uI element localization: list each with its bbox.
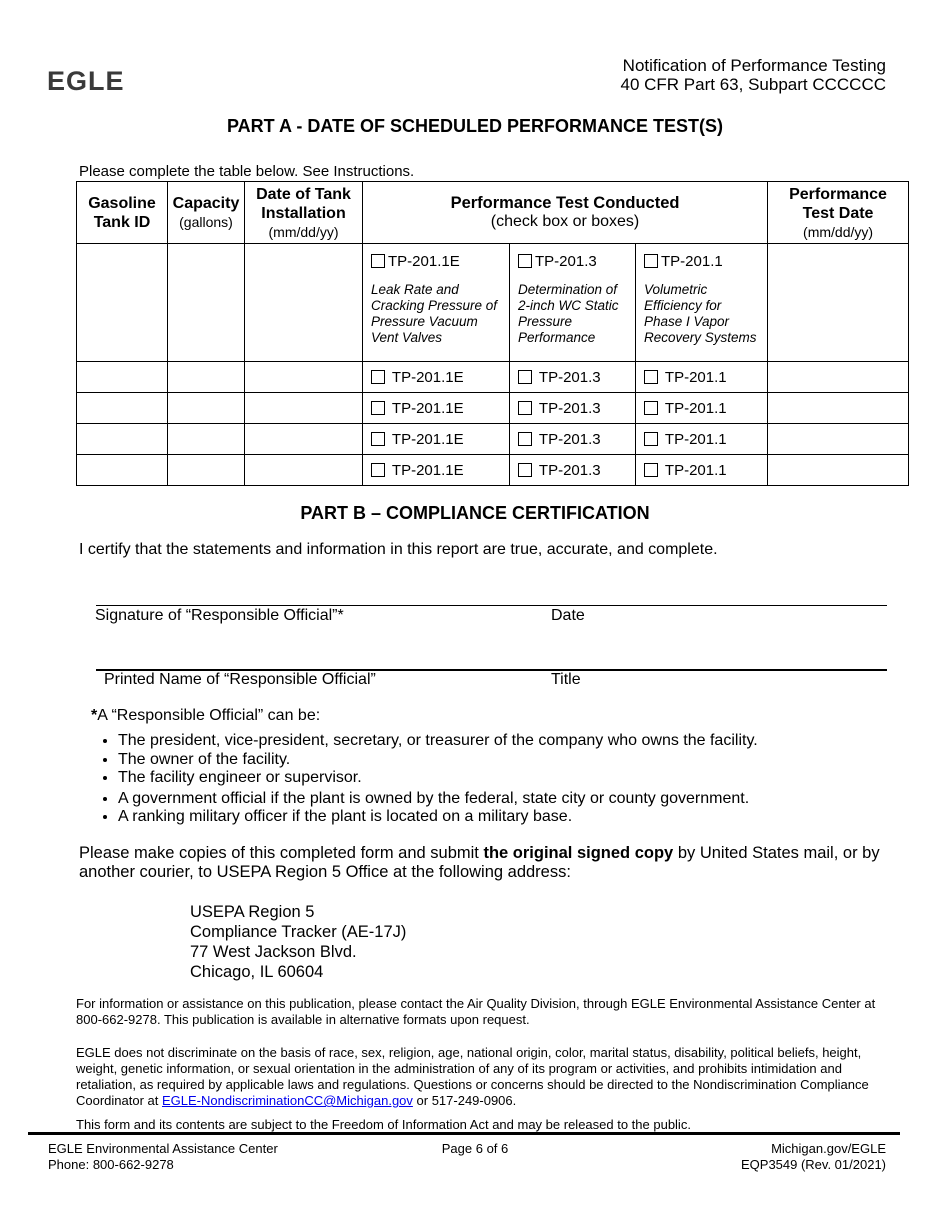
- nondiscrimination-email-link[interactable]: EGLE-NondiscriminationCC@Michigan.gov: [162, 1093, 413, 1108]
- col-performance-test: Performance Test Conducted (check box or boxes): [363, 182, 768, 244]
- checkbox[interactable]: [518, 370, 532, 384]
- submission-instructions: Please make copies of this completed form and submit the original signed copy by United States mail, or by another courier, to USEPA Region 5 Office at the following address:: [79, 844, 880, 881]
- checkbox[interactable]: [371, 254, 385, 268]
- table-row: [77, 362, 909, 393]
- list-item: • A government official if the plant is owned by the federal, state city or county government.: [118, 790, 758, 809]
- capacity-cell[interactable]: [168, 393, 245, 424]
- checkbox-cell: TP-201.1E: [363, 393, 510, 424]
- checkbox[interactable]: [518, 401, 532, 415]
- table-row: [77, 393, 909, 424]
- part-a-title: PART A - DATE OF SCHEDULED PERFORMANCE TEST(S): [227, 116, 723, 136]
- responsible-official-intro: *A “Responsible Official” can be:: [91, 707, 321, 724]
- checkbox-cell: TP-201.1: [636, 393, 768, 424]
- form-header: [621, 56, 886, 94]
- checkbox[interactable]: [644, 254, 658, 268]
- checkbox-cell: TP-201.1: [636, 362, 768, 393]
- tank-id-cell[interactable]: [77, 455, 168, 486]
- form-title: Notification of Performance Testing: [622, 56, 886, 75]
- certification-statement: I certify that the statements and information in this report are true, accurate, and complete.: [79, 541, 718, 558]
- option-description: Determination of 2-inch WC Static Pressure Performance: [518, 282, 619, 345]
- installation-date-cell[interactable]: [245, 393, 363, 424]
- checkbox-cell: TP-201.3: [510, 424, 636, 455]
- table-row: [77, 455, 909, 486]
- checkbox-cell: TP-201.1: [636, 424, 768, 455]
- checkbox[interactable]: [371, 463, 385, 477]
- checkbox[interactable]: [518, 254, 532, 268]
- option-description: Leak Rate and Cracking Pressure of Pressure Vacuum Vent Valves: [371, 282, 498, 345]
- egle-logo: EGLE: [47, 66, 125, 96]
- title-label: Title: [551, 671, 581, 688]
- col-test-date: Performance Test Date (mm/dd/yy): [768, 182, 909, 244]
- form-regulation: 40 CFR Part 63, Subpart CCCCCC: [620, 75, 886, 94]
- checkbox-cell: TP-201.1E: [363, 455, 510, 486]
- nondiscrimination-notice: EGLE does not discriminate on the basis of race, sex, religion, age, national origin, color, marital status, disability, political beliefs, height, weight, genetic information, or sexual orientation in the administration of any of its program or activities, and prohibits intimidation and retaliation, as required by applicable laws and regulations. Questions or concerns should be directed to the Nondiscrimination Compliance Coordinator at EGLE-NondiscriminationCC@Michigan.gov or 517-249-0906.: [76, 1045, 869, 1108]
- option-tp-201-3: TP-201.3 Determination of 2-inch WC Static Pressure Performance: [510, 244, 636, 362]
- test-date-cell[interactable]: [768, 424, 909, 455]
- page-number: Page 6 of 6: [441, 1141, 509, 1156]
- footer-right: Michigan.gov/EGLE EQP3549 (Rev. 01/2021): [740, 1141, 886, 1172]
- checkbox[interactable]: [644, 370, 658, 384]
- option-tp-201-1e: TP-201.1E Leak Rate and Cracking Pressure of Pressure Vacuum Vent Valves: [363, 244, 510, 362]
- list-item: • A ranking military officer if the plant is located on a military base.: [118, 808, 758, 827]
- checkbox-cell: TP-201.1E: [363, 362, 510, 393]
- installation-date-cell[interactable]: [245, 455, 363, 486]
- tank-id-cell[interactable]: [77, 393, 168, 424]
- checkbox[interactable]: [371, 432, 385, 446]
- test-date-cell[interactable]: [768, 455, 909, 486]
- table-row: [77, 244, 909, 362]
- signature-label: Signature of “Responsible Official”*: [95, 607, 344, 624]
- tank-id-cell[interactable]: [77, 244, 168, 362]
- list-item: • The facility engineer or supervisor.: [118, 769, 758, 788]
- test-date-cell[interactable]: [768, 393, 909, 424]
- footer-left: EGLE Environmental Assistance Center Phone: 800-662-9278: [48, 1141, 278, 1172]
- date-label: Date: [551, 607, 585, 624]
- list-item: • The owner of the facility.: [118, 751, 758, 770]
- checkbox[interactable]: [371, 370, 385, 384]
- checkbox[interactable]: [371, 401, 385, 415]
- capacity-cell[interactable]: [168, 455, 245, 486]
- part-b-title: PART B – COMPLIANCE CERTIFICATION: [300, 503, 650, 523]
- col-tank-id: Gasoline Tank ID: [77, 182, 168, 244]
- table-header-row: [77, 182, 909, 244]
- tank-id-cell[interactable]: [77, 362, 168, 393]
- checkbox-cell: TP-201.1: [636, 455, 768, 486]
- list-item: • The president, vice-president, secretary, or treasurer of the company who owns the facility.: [118, 732, 758, 751]
- checkbox[interactable]: [644, 432, 658, 446]
- checkbox[interactable]: [644, 463, 658, 477]
- capacity-cell[interactable]: [168, 244, 245, 362]
- installation-date-cell[interactable]: [245, 244, 363, 362]
- installation-date-cell[interactable]: [245, 362, 363, 393]
- responsible-official-list: [98, 732, 758, 827]
- checkbox[interactable]: [518, 432, 532, 446]
- test-date-cell[interactable]: [768, 244, 909, 362]
- checkbox-cell: TP-201.1E: [363, 424, 510, 455]
- checkbox[interactable]: [518, 463, 532, 477]
- checkbox-cell: TP-201.3: [510, 455, 636, 486]
- capacity-cell[interactable]: [168, 424, 245, 455]
- checkbox-cell: TP-201.3: [510, 362, 636, 393]
- checkbox-cell: TP-201.3: [510, 393, 636, 424]
- footer-divider: [28, 1132, 900, 1135]
- part-a-intro: Please complete the table below. See Instructions.: [79, 163, 415, 180]
- printed-name-label: Printed Name of “Responsible Official”: [104, 671, 376, 688]
- assistance-notice: For information or assistance on this publication, please contact the Air Quality Division, through EGLE Environmental Assistance Center at 800-662-9278. This publication is available in alternative formats upon request.: [76, 996, 876, 1027]
- installation-date-cell[interactable]: [245, 424, 363, 455]
- option-description: Volumetric Efficiency for Phase I Vapor Recovery Systems: [644, 282, 757, 345]
- signature-line[interactable]: [96, 605, 887, 606]
- performance-test-table: [76, 181, 909, 486]
- col-capacity: Capacity (gallons): [168, 182, 245, 244]
- capacity-cell[interactable]: [168, 362, 245, 393]
- test-date-cell[interactable]: [768, 362, 909, 393]
- mailing-address: USEPA Region 5 Compliance Tracker (AE-17J) 77 West Jackson Blvd. Chicago, IL 60604: [190, 903, 407, 981]
- tank-id-cell[interactable]: [77, 424, 168, 455]
- table-row: [77, 424, 909, 455]
- checkbox[interactable]: [644, 401, 658, 415]
- foia-notice: This form and its contents are subject to the Freedom of Information Act and may be released to the public.: [76, 1117, 691, 1132]
- option-tp-201-1: TP-201.1 Volumetric Efficiency for Phase I Vapor Recovery Systems: [636, 244, 768, 362]
- col-installation-date: Date of Tank Installation (mm/dd/yy): [245, 182, 363, 244]
